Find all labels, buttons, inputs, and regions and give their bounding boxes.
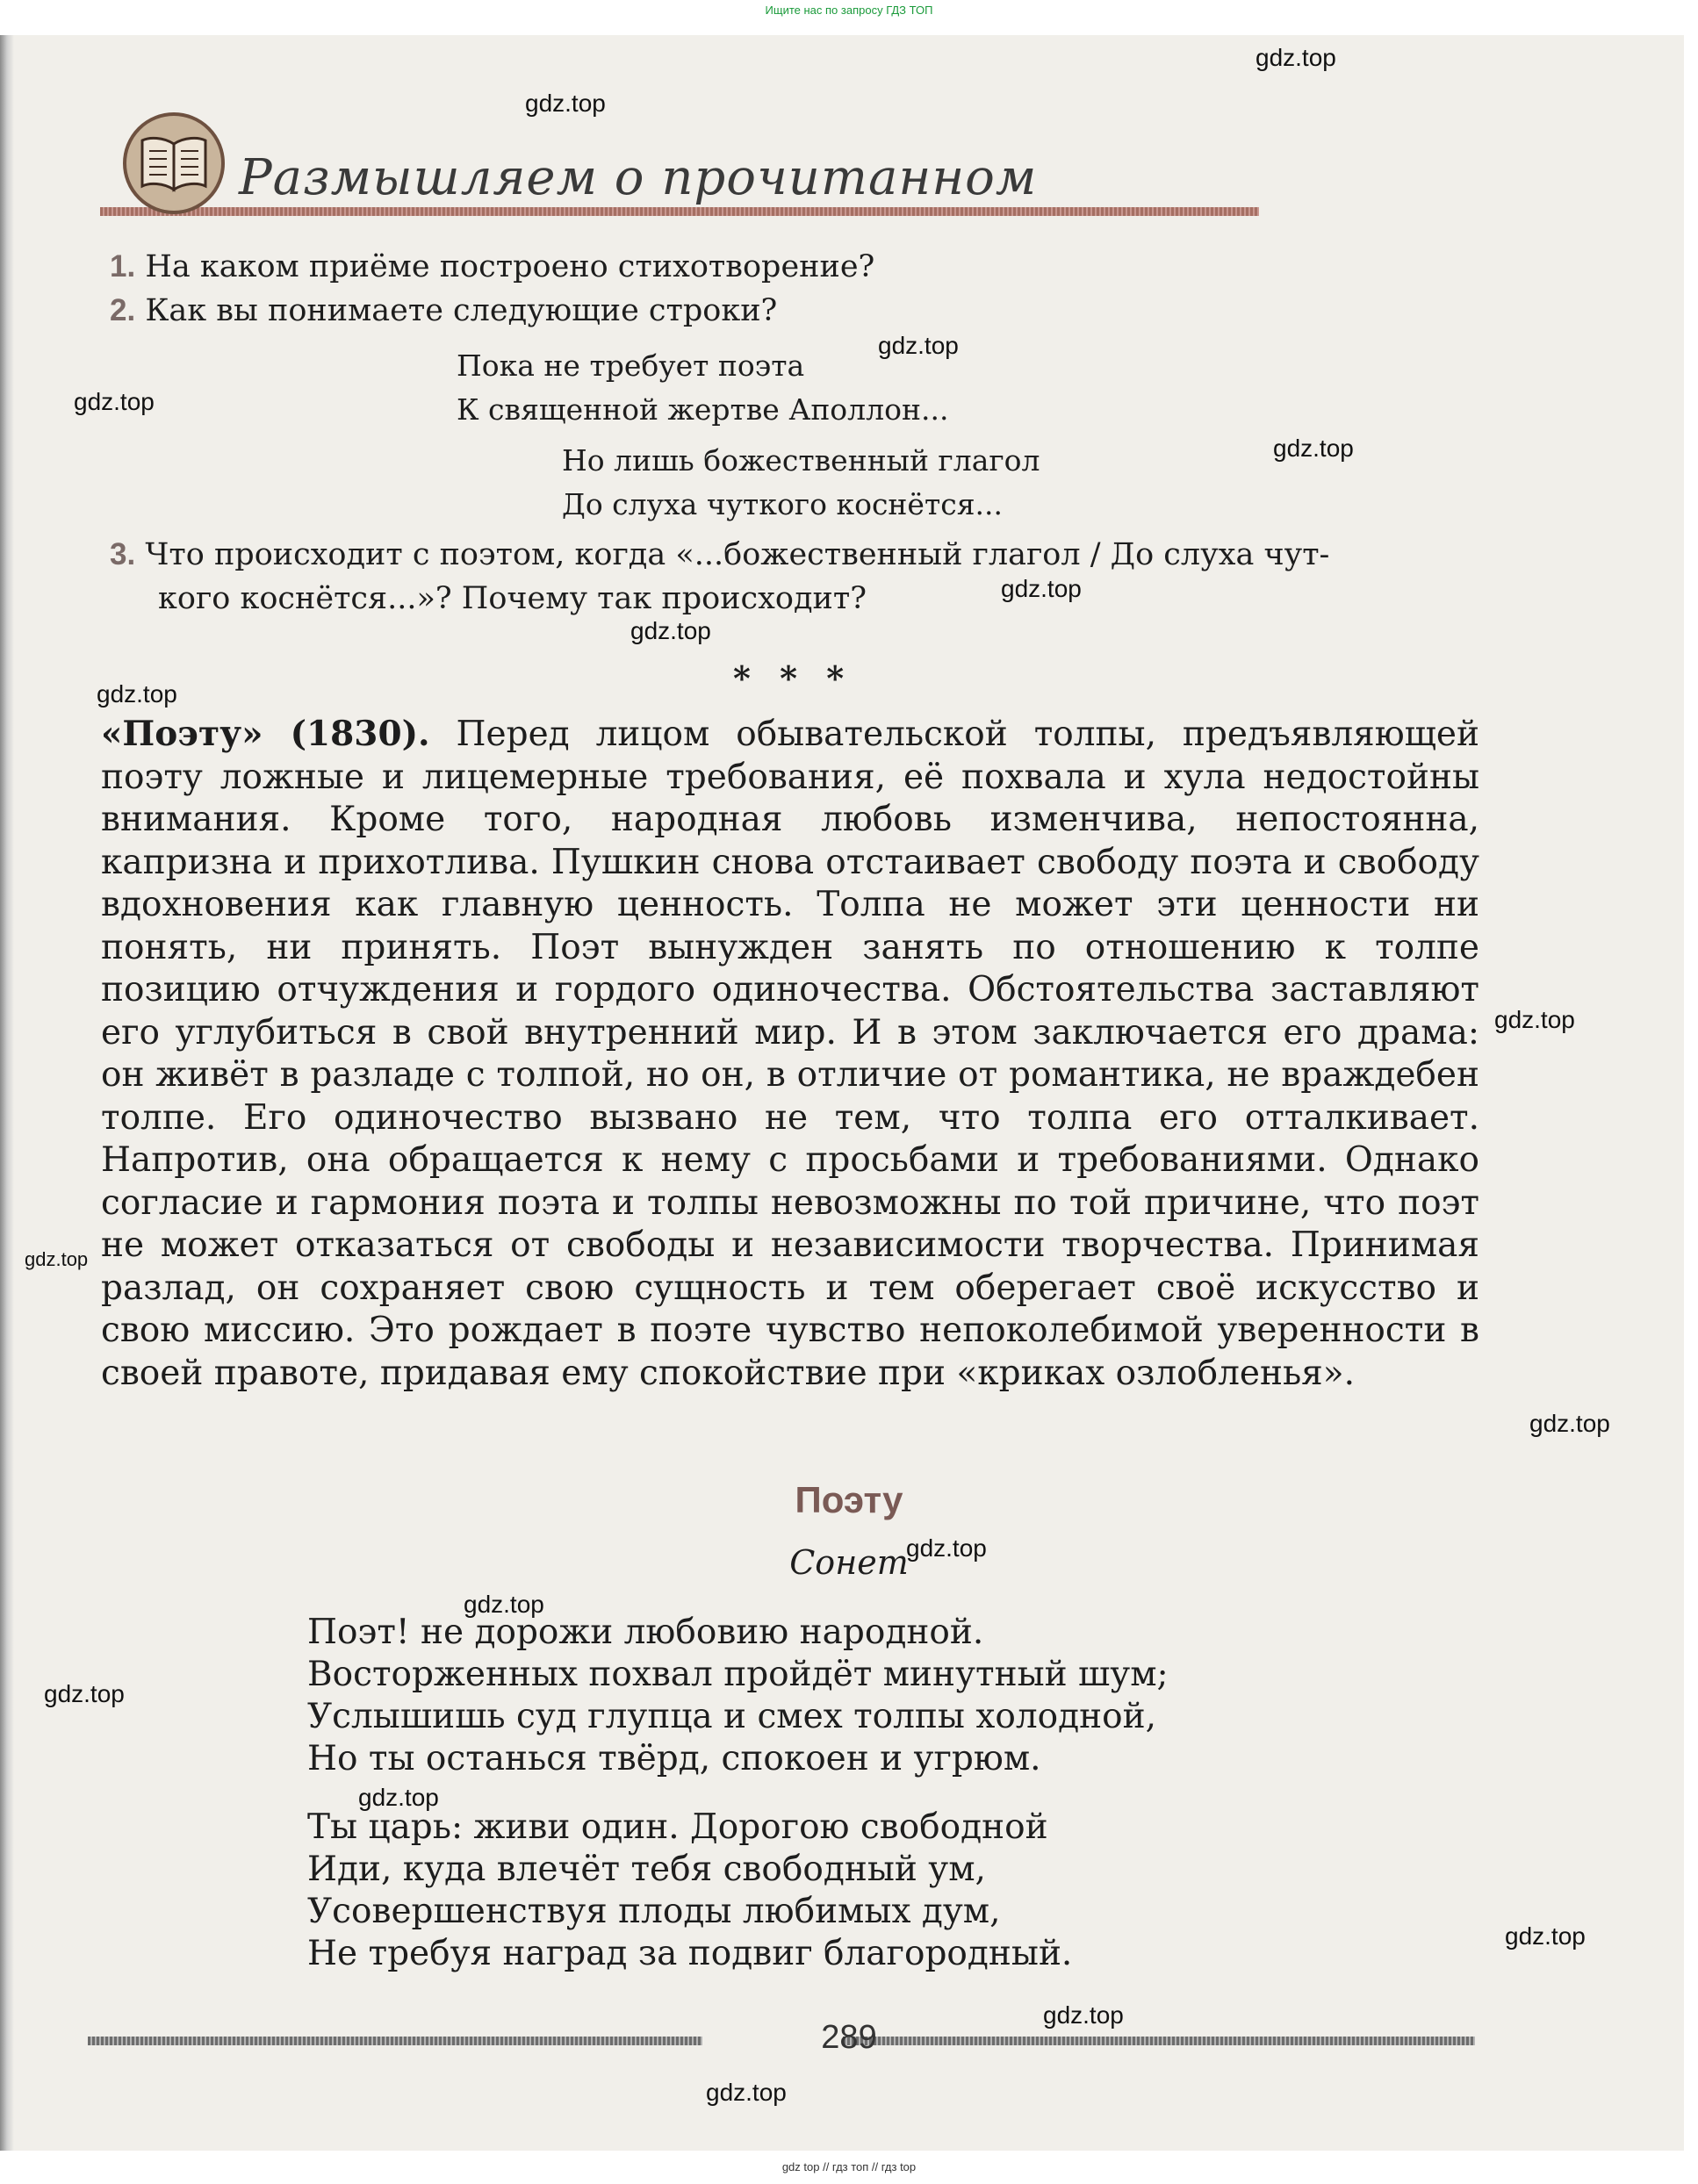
open-book-icon bbox=[123, 112, 225, 214]
section-title: Размышляем о прочитанном bbox=[239, 149, 1038, 206]
question-number: 1. bbox=[110, 249, 136, 284]
site-watermark: gdz.top bbox=[525, 90, 606, 117]
site-watermark: gdz.top bbox=[74, 388, 155, 415]
poem-line: Восторженных похвал пройдёт минутный шум; bbox=[307, 1655, 1169, 1694]
poem-line: Поэт! не дорожи любовию народной. bbox=[307, 1613, 984, 1652]
page-fold-shadow bbox=[0, 35, 14, 2151]
site-watermark: gdz.top bbox=[25, 1248, 89, 1270]
header-rule bbox=[100, 207, 1259, 216]
poem-line: Услышишь суд глупца и смех толпы холодной, bbox=[307, 1697, 1156, 1736]
site-watermark: gdz.top bbox=[1505, 1922, 1586, 1950]
site-watermark: gdz.top bbox=[706, 2079, 787, 2106]
poem-title: Поэту bbox=[795, 1479, 903, 1520]
site-watermark: gdz.top bbox=[97, 680, 177, 708]
site-watermark: gdz.top bbox=[1273, 435, 1354, 462]
quote-line: Но лишь божественный глагол bbox=[562, 443, 1040, 478]
poem-line: Не требуя наград за подвиг благородный. bbox=[307, 1934, 1073, 1973]
poem-line: Ты царь: живи один. Дорогою свободной bbox=[307, 1807, 1048, 1847]
quote-line: Пока не требует поэта bbox=[457, 348, 805, 383]
poem-line: Но ты останься твёрд, спокоен и угрюм. bbox=[307, 1739, 1041, 1778]
top-watermark-note: Ищите нас по запросу ГДЗ ТОП bbox=[765, 4, 933, 17]
site-watermark: gdz.top bbox=[1529, 1410, 1610, 1437]
site-watermark: gdz.top bbox=[630, 617, 711, 644]
site-watermark: gdz.top bbox=[1494, 1006, 1575, 1033]
site-watermark: gdz.top bbox=[1001, 575, 1082, 602]
quote-line: До слуха чуткого коснётся... bbox=[562, 487, 1003, 521]
question-text: На каком приёме построено стихотворение? bbox=[145, 249, 875, 284]
site-watermark: gdz.top bbox=[1256, 44, 1336, 71]
question-3 bbox=[110, 534, 1329, 576]
poem-subtitle: Сонет bbox=[789, 1543, 909, 1582]
article-paragraph bbox=[101, 713, 1479, 1395]
question-2 bbox=[110, 290, 777, 332]
poem-line: Усовершенствуя плоды любимых дум, bbox=[307, 1892, 1001, 1931]
page-number: 289 bbox=[821, 2019, 877, 2056]
article-text: Перед лицом обывательской толпы, предъявляющей поэту ложные и лицемерные требования, её похвала и хула недостойны внимания. Кроме того, народная любовь изменчива, непостоянна, капризна и прихотлива. Пушкин снова отстаивает свободу поэта и свободу вдохновения как главную ценность. Толпа не может эти ценности ни понять, ни принять. Поэт вынужден занять по отношению к толпе позицию отчуждения и гордого одиночества. Обстоятельства заставляют его углубиться в свой внутренний мир. И в этом заключается его драма: он живёт в разладе с толпой, но он, в отличие от романтика, не враждебен толпе. Его одиночество вызвано не тем, что толпа его отталкивает. Напротив, она обращается к нему с просьбами и требованиями. Однако согласие и гармония поэта и толпы невозможны по той причине, что поэт не может отказаться от свободы и независимости творчества. Принимая разлад, он сохраняет свою сущность и тем оберегает своё искусство и свою миссию. Это рождает в поэте чувство непоколебимой уверенности в своей правоте, придавая ему спокойствие при «криках озлобленья». bbox=[101, 715, 1479, 1393]
site-watermark: gdz.top bbox=[906, 1534, 987, 1562]
site-watermark: gdz.top bbox=[878, 332, 959, 359]
question-text: Как вы понимаете следующие строки? bbox=[145, 293, 778, 328]
question-text: Что происходит с поэтом, когда «...божественный глагол / До слуха чут- bbox=[145, 537, 1330, 572]
question-1 bbox=[110, 246, 874, 288]
question-3-continued: кого коснётся...»? Почему так происходит? bbox=[158, 581, 867, 616]
question-number: 3. bbox=[110, 537, 136, 571]
site-watermark: gdz.top bbox=[358, 1784, 439, 1811]
quote-line: К священной жертве Аполлон... bbox=[457, 392, 949, 427]
section-header bbox=[123, 112, 1260, 226]
site-watermark: gdz.top bbox=[1043, 2001, 1124, 2029]
poem-line: Иди, куда влечёт тебя свободный ум, bbox=[307, 1850, 986, 1889]
site-watermark: gdz.top bbox=[464, 1591, 544, 1618]
article-lead: «Поэту» (1830). bbox=[101, 714, 430, 754]
question-number: 2. bbox=[110, 293, 136, 327]
section-divider: * * * bbox=[733, 658, 853, 698]
bottom-watermark-note: gdz top // гдз топ // гдз top bbox=[781, 2160, 917, 2173]
site-watermark: gdz.top bbox=[44, 1680, 125, 1707]
